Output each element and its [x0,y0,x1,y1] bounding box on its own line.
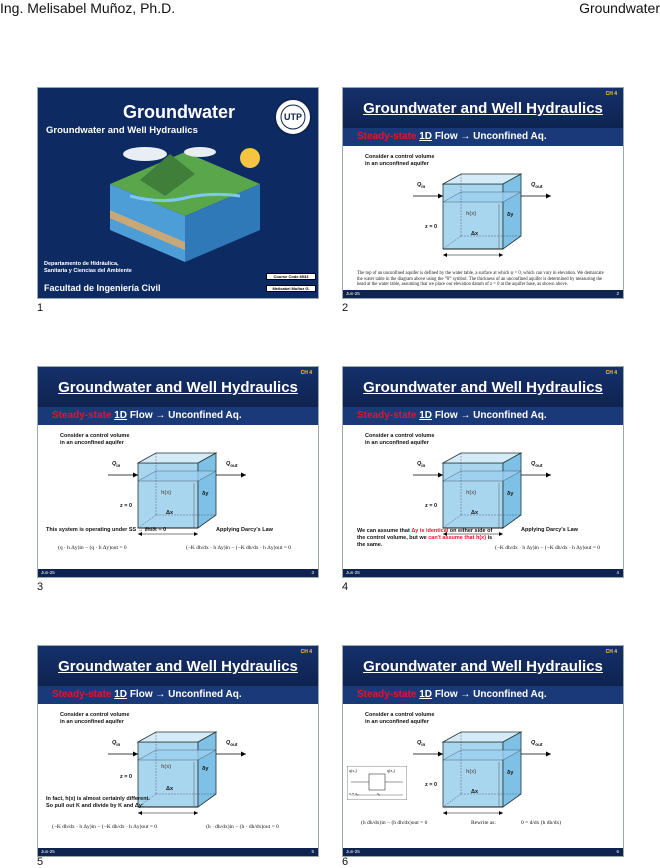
darcy-equation: (−K dh/dx · h Δy)in − (−K dh/dx · h Δy)out = 0 [495,545,601,551]
slide-4[interactable] [342,366,624,578]
qin-label: $Q_{in}$ [417,740,426,748]
control-volume-diagram [403,726,573,826]
head-flux-equation: (h dh/dx)in − (h dh/dx)out = 0 [361,820,428,826]
dx-label: Δx [471,510,479,516]
slide-subtitle: Steady-state 1D Flow → Unconfined Aq. [343,128,623,146]
dy-label: δy [507,491,514,497]
slide-3[interactable] [37,366,319,578]
department-line-2: Sanitaria y Ciencias del Ambiente [44,268,132,274]
darcy-equation: (−K dh/dx · h Δy)in − (−K dh/dx · h Δy)out = 0 [52,824,158,830]
slide-title: Groundwater and Well Hydraulics [58,379,298,396]
slide-subtitle: Steady-state 1D Flow → Unconfined Aq. [38,407,318,425]
slide-subtitle: Steady-state 1D Flow → Unconfined Aq. [38,686,318,704]
title-band [38,367,318,407]
slide-title: Groundwater and Well Hydraulics [363,100,603,117]
flux-out-label: q(x₂) [387,768,396,773]
title-band [38,646,318,686]
page-number: 5 [37,856,44,868]
groundwater-illustration [100,144,270,264]
steady-state-note: This system is operating under SS → ∂h/∂t = 0 [46,527,167,533]
dx-label: Δx [471,231,479,237]
datum-label: z = 0 [425,503,438,509]
qout-label: $Q_{out}$ [531,182,543,190]
dy-label: δy [507,212,514,218]
slide-footer: Jun-25 2 [343,290,623,298]
dy-label: δy [202,491,209,497]
x0-label: x = x₀ [349,791,359,796]
control-volume-caption: Consider a control volume in an unconfined aquifer [365,433,435,446]
chapter-badge: CH 4 [300,370,312,376]
control-volume-caption: Consider a control volume in an unconfined aquifer [60,433,130,446]
page-number: 2 [342,302,349,314]
slide-footer: Jun-25 6 [343,848,623,856]
datum-label: z = 0 [425,224,438,230]
faculty-name: Facultad de Ingeniería Civil [44,283,161,293]
slide-6[interactable] [342,645,624,857]
slide-footer: Jun-25 5 [38,848,318,856]
thickness-label: h(x) [466,211,477,217]
slide-title: Groundwater and Well Hydraulics [363,379,603,396]
svg-text:UTP: UTP [284,112,302,122]
qin-label: $Q_{in}$ [112,740,121,748]
qout-label: $Q_{out}$ [226,461,238,469]
datum-label: z = 0 [425,782,438,788]
chapter-badge: CH 4 [605,649,617,655]
header-author: Ing. Melisabel Muñoz, Ph.D. [0,0,176,16]
mass-balance-equation: (q · h Δy)in − (q · h Δy)out = 0 [58,545,127,551]
thickness-label: h(x) [466,490,477,496]
datum-label: z = 0 [120,774,133,780]
difference-note: In fact, h(x) is almost certainly different. So pull out K and divide by K and Δy: [46,796,150,809]
slide-5[interactable] [37,645,319,857]
control-volume-diagram [403,168,573,268]
qout-label: $Q_{out}$ [531,461,543,469]
slide-title: Groundwater and Well Hydraulics [58,658,298,675]
department-block [44,261,132,275]
qin-label: $Q_{in}$ [417,182,426,190]
qin-label: $Q_{in}$ [112,461,121,469]
slide-subtitle: Steady-state 1D Flow → Unconfined Aq. [343,407,623,425]
course-code-box: Course Code 8533 [266,273,316,280]
department-line-1: Departamento de Hidráulica, [44,261,119,267]
control-volume-caption: Consider a control volume in an unconfined aquifer [365,712,435,725]
instructor-box: Melisabel Muñoz G. [266,285,316,292]
qout-label: $Q_{out}$ [226,740,238,748]
thickness-label: h(x) [161,490,172,496]
chapter-badge: CH 4 [300,649,312,655]
page-number: 4 [342,581,349,593]
x1-label: x₁ [377,791,381,796]
title-band [343,367,623,407]
qout-label: $Q_{out}$ [531,740,543,748]
thickness-label: h(x) [466,769,477,775]
dy-label: δy [507,770,514,776]
darcy-equation: (−K dh/dx · h Δy)in − (−K dh/dx · h Δy)out = 0 [186,545,292,551]
title-band [343,646,623,686]
slide-title: Groundwater and Well Hydraulics [363,658,603,675]
simplified-equation: (h · dh/dx)in − (h · dh/dx)out = 0 [206,824,279,830]
slide-1-title: Groundwater [122,102,235,122]
chapter-badge: CH 4 [605,91,617,97]
chapter-badge: CH 4 [605,370,617,376]
dy-label: δy [202,766,209,772]
university-seal-icon [274,98,312,136]
slide-subtitle: Steady-state 1D Flow → Unconfined Aq. [343,686,623,704]
datum-label: z = 0 [120,503,133,509]
header-topic: Groundwater [579,0,660,16]
darcy-heading: Applying Darcy's Law [521,527,578,533]
control-volume-caption: Consider a control volume in an unconfined aquifer [365,154,435,167]
rewrite-label: Rewrite as: [471,820,496,826]
slide-1[interactable] [37,87,319,299]
dx-label: Δx [166,786,174,792]
qin-label: $Q_{in}$ [417,461,426,469]
slide-footer: Jun-25 3 [38,569,318,577]
control-volume-caption: Consider a control volume in an unconfined aquifer [60,712,130,725]
page-number: 3 [37,581,44,593]
slide-1-subtitle: Groundwater and Well Hydraulics [46,125,198,136]
dx-label: Δx [471,789,479,795]
slide-2[interactable] [342,87,624,299]
darcy-heading: Applying Darcy's Law [216,527,273,533]
slide-footer: Jun-25 4 [343,569,623,577]
page-number: 6 [342,856,349,868]
aquifer-description: The top of an unconfined aquifer is defined by the water table, a surface at which ψ = 0, which can vary in elevation. We demarcate the water table in the diagram above using the "∇" symbol. The thickness of an unconfined aquifer is determined by measuring the head at the water table, assuming that we place our elevation datum of z = 0 at the aquifer base, as shown above. [357,271,604,287]
flux-in-label: q(x₁) [349,768,358,773]
governing-equation: 0 = d/dx (h dh/dx) [521,820,562,826]
title-band [343,88,623,128]
page-number: 1 [37,302,44,314]
thickness-label: h(x) [161,764,172,770]
assumption-text: We can assume that Δy is identical on either side of the control volume, but we can't assume that h(x) is the same. [357,528,493,548]
dx-label: Δx [166,510,174,516]
